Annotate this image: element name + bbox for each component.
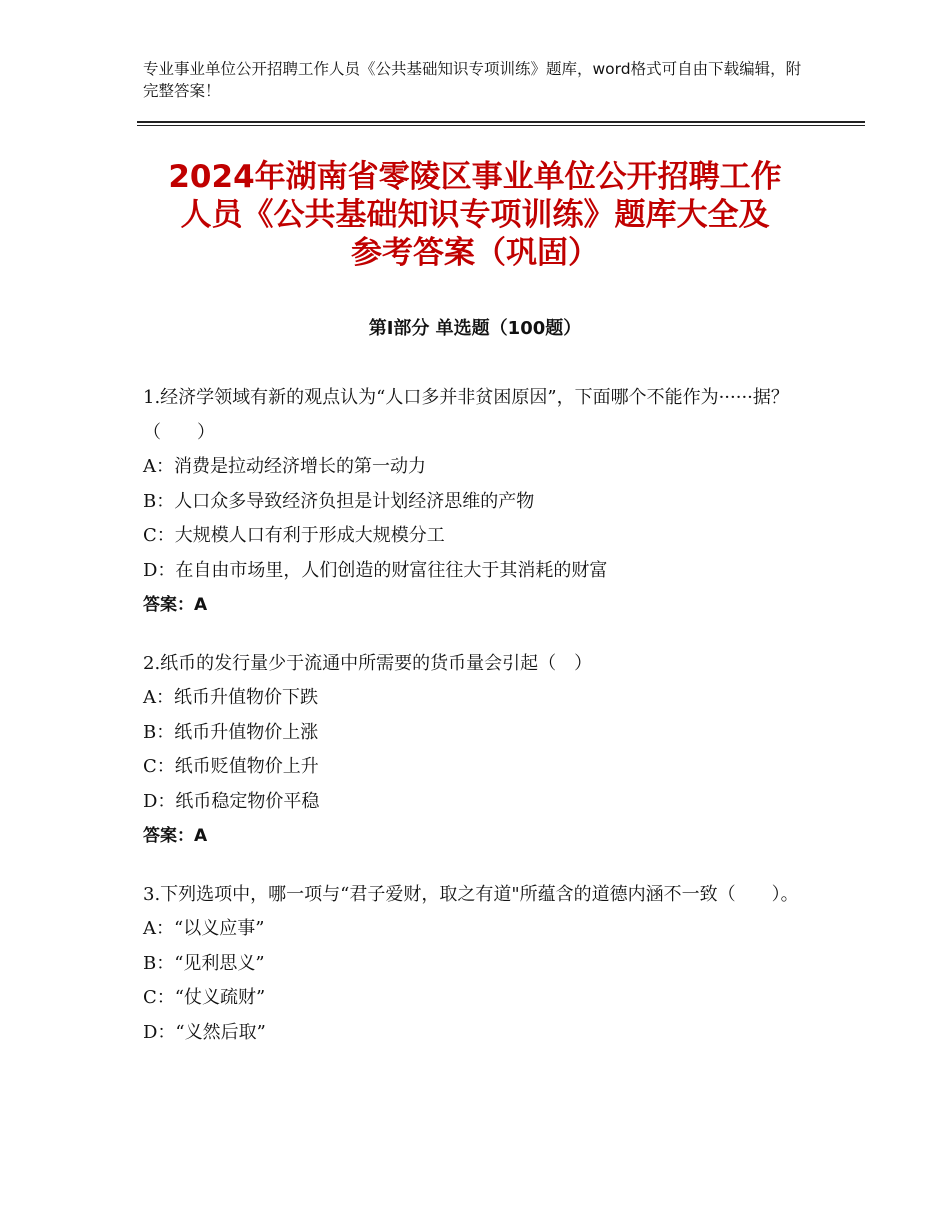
option-a: A：消费是拉动经济增长的第一动力: [143, 456, 426, 477]
option-c: C：“仗义疏财”: [143, 987, 266, 1008]
title-line: 参考答案（巩固）: [351, 235, 599, 271]
page-header: 专业事业单位公开招聘工作人员《公共基础知识专项训练》题库，word格式可自由下载编辑，附完整答案！: [143, 60, 802, 100]
question-stem: 2.纸币的发行量少于流通中所需要的货币量会引起（ ）: [143, 652, 593, 674]
answer-label: 答案：A: [143, 595, 208, 615]
option-b: B：纸币升值物价上涨: [143, 721, 319, 743]
option-a: A：纸币升值物价下跌: [143, 687, 318, 708]
question-list: [143, 381, 808, 1074]
option-b: B：“见利思义”: [143, 952, 265, 974]
option-d: D：“义然后取”: [143, 1021, 266, 1043]
document-title: [120, 158, 830, 272]
title-line: 人员《公共基础知识专项训练》题库大全及: [180, 197, 770, 233]
question-stem: 1.经济学领域有新的观点认为“人口多并非贫困原因”，下面哪个不能作为······据？（ ）: [143, 387, 789, 443]
title-line: 2024年湖南省零陵区事业单位公开招聘工作: [168, 159, 782, 195]
header-divider-thin: [137, 125, 865, 126]
question-1: [143, 381, 808, 623]
option-c: C：纸币贬值物价上升: [143, 756, 319, 777]
option-d: D：纸币稳定物价平稳: [143, 790, 320, 812]
option-b: B：人口众多导致经济负担是计划经济思维的产物: [143, 490, 535, 512]
question-2: [143, 647, 808, 854]
option-d: D：在自由市场里，人们创造的财富往往大于其消耗的财富: [143, 559, 608, 581]
section-heading: 第Ⅰ部分 单选题（100题）: [368, 318, 582, 339]
answer-label: 答案：A: [143, 826, 208, 846]
question-stem: 3.下列选项中，哪一项与“君子爱财，取之有道"所蕴含的道德内涵不一致（ ）。: [143, 883, 799, 905]
header-divider-thick: [137, 121, 865, 123]
option-c: C：大规模人口有利于形成大规模分工: [143, 525, 445, 546]
option-a: A：“以义应事”: [143, 918, 265, 939]
question-3: [143, 878, 808, 1051]
